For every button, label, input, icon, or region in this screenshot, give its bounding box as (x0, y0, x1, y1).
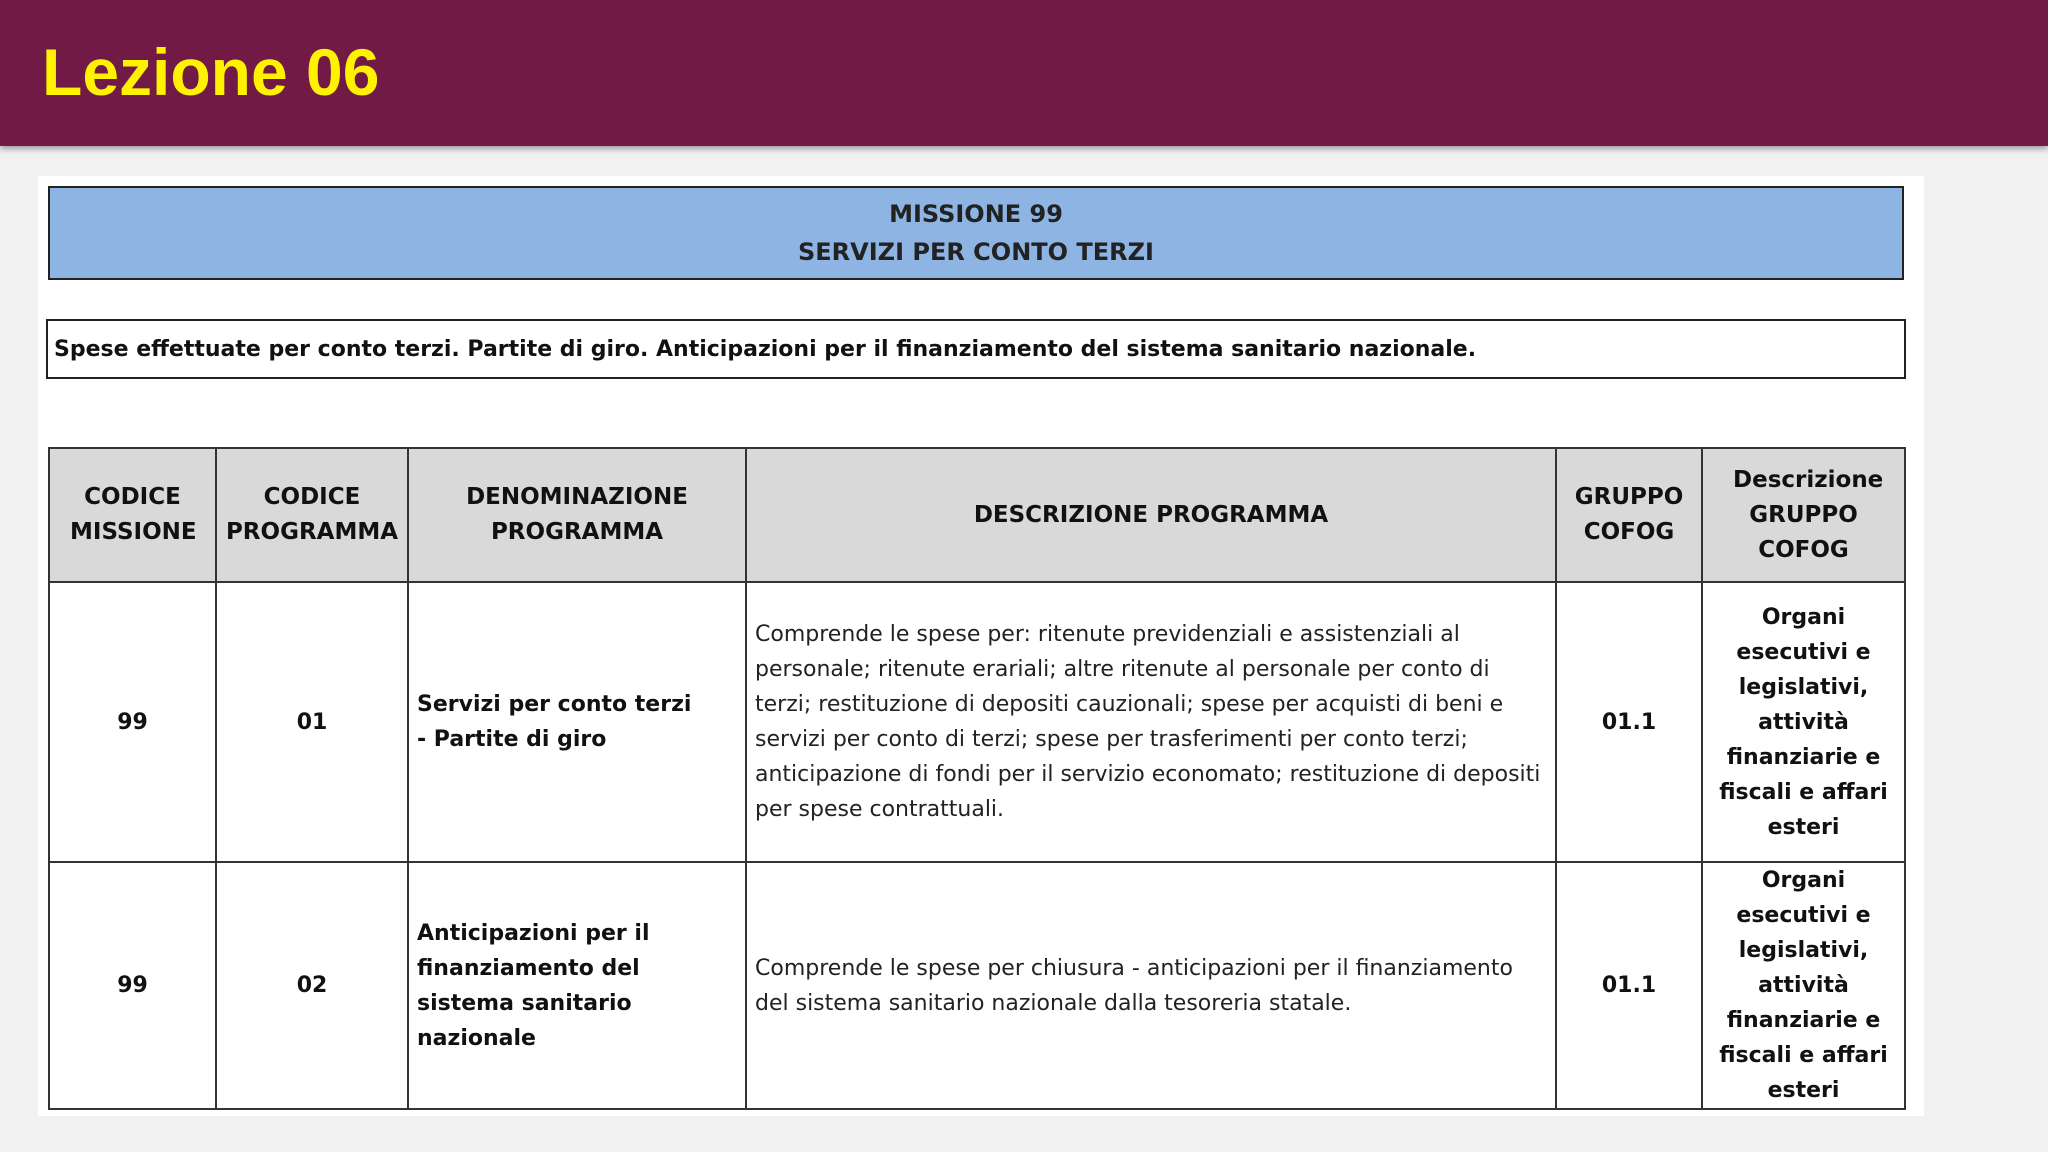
programs-table (48, 447, 1906, 1110)
mission-header (48, 186, 1904, 280)
mission-code: MISSIONE 99 (889, 200, 1063, 228)
table-header-row (49, 448, 1905, 582)
header-gruppo-cofog: GRUPPO COFOG (1556, 448, 1702, 582)
mission-description: Spese effettuate per conto terzi. Partite di giro. Anticipazioni per il finanziamento del sistema sanitario nazionale. (54, 336, 1477, 362)
cell-descrizione-cofog: Organi esecutivi e legislativi, attività finanziarie e fiscali e affari esteri (1702, 582, 1905, 862)
cell-gruppo-cofog: 01.1 (1556, 862, 1702, 1109)
header-descrizione: DESCRIZIONE PROGRAMMA (746, 448, 1556, 582)
document-sheet (38, 176, 1924, 1116)
header-denominazione: DENOMINAZIONE PROGRAMMA (408, 448, 746, 582)
slide-title: Lezione 06 (42, 35, 380, 109)
cell-codice-missione: 99 (49, 582, 216, 862)
cell-descrizione-cofog: Organi esecutivi e legislativi, attività finanziarie e fiscali e affari esteri (1702, 862, 1905, 1109)
slide-header-bar (0, 0, 2048, 146)
cell-descrizione: Comprende le spese per: ritenute previdenziali e assistenziali al personale; ritenute erariali; altre ritenute al personale per conto di terzi; restituzione di depositi cauzionali; spese per acquisti di beni e servizi per conto di terzi; spese per trasferimenti per conto terzi; anticipazione di fondi per il servizio economato; restituzione di depositi per spese contrattuali. (746, 582, 1556, 862)
cell-descrizione: Comprende le spese per chiusura - anticipazioni per il finanziamento del sistema sanitario nazionale dalla tesoreria statale. (746, 862, 1556, 1109)
cell-codice-programma: 01 (216, 582, 408, 862)
cell-gruppo-cofog: 01.1 (1556, 582, 1702, 862)
cell-denominazione: Servizi per conto terzi - Partite di giro (408, 582, 746, 862)
header-codice-programma: CODICE PROGRAMMA (216, 448, 408, 582)
header-codice-missione: CODICE MISSIONE (49, 448, 216, 582)
table-row (49, 582, 1905, 862)
cell-denominazione: Anticipazioni per il finanziamento del sistema sanitario nazionale (408, 862, 746, 1109)
header-descrizione-cofog: Descrizione GRUPPO COFOG (1702, 448, 1905, 582)
cell-codice-missione: 99 (49, 862, 216, 1109)
mission-name: SERVIZI PER CONTO TERZI (798, 238, 1154, 266)
mission-description-box (46, 319, 1906, 379)
table-row (49, 862, 1905, 1109)
cell-codice-programma: 02 (216, 862, 408, 1109)
